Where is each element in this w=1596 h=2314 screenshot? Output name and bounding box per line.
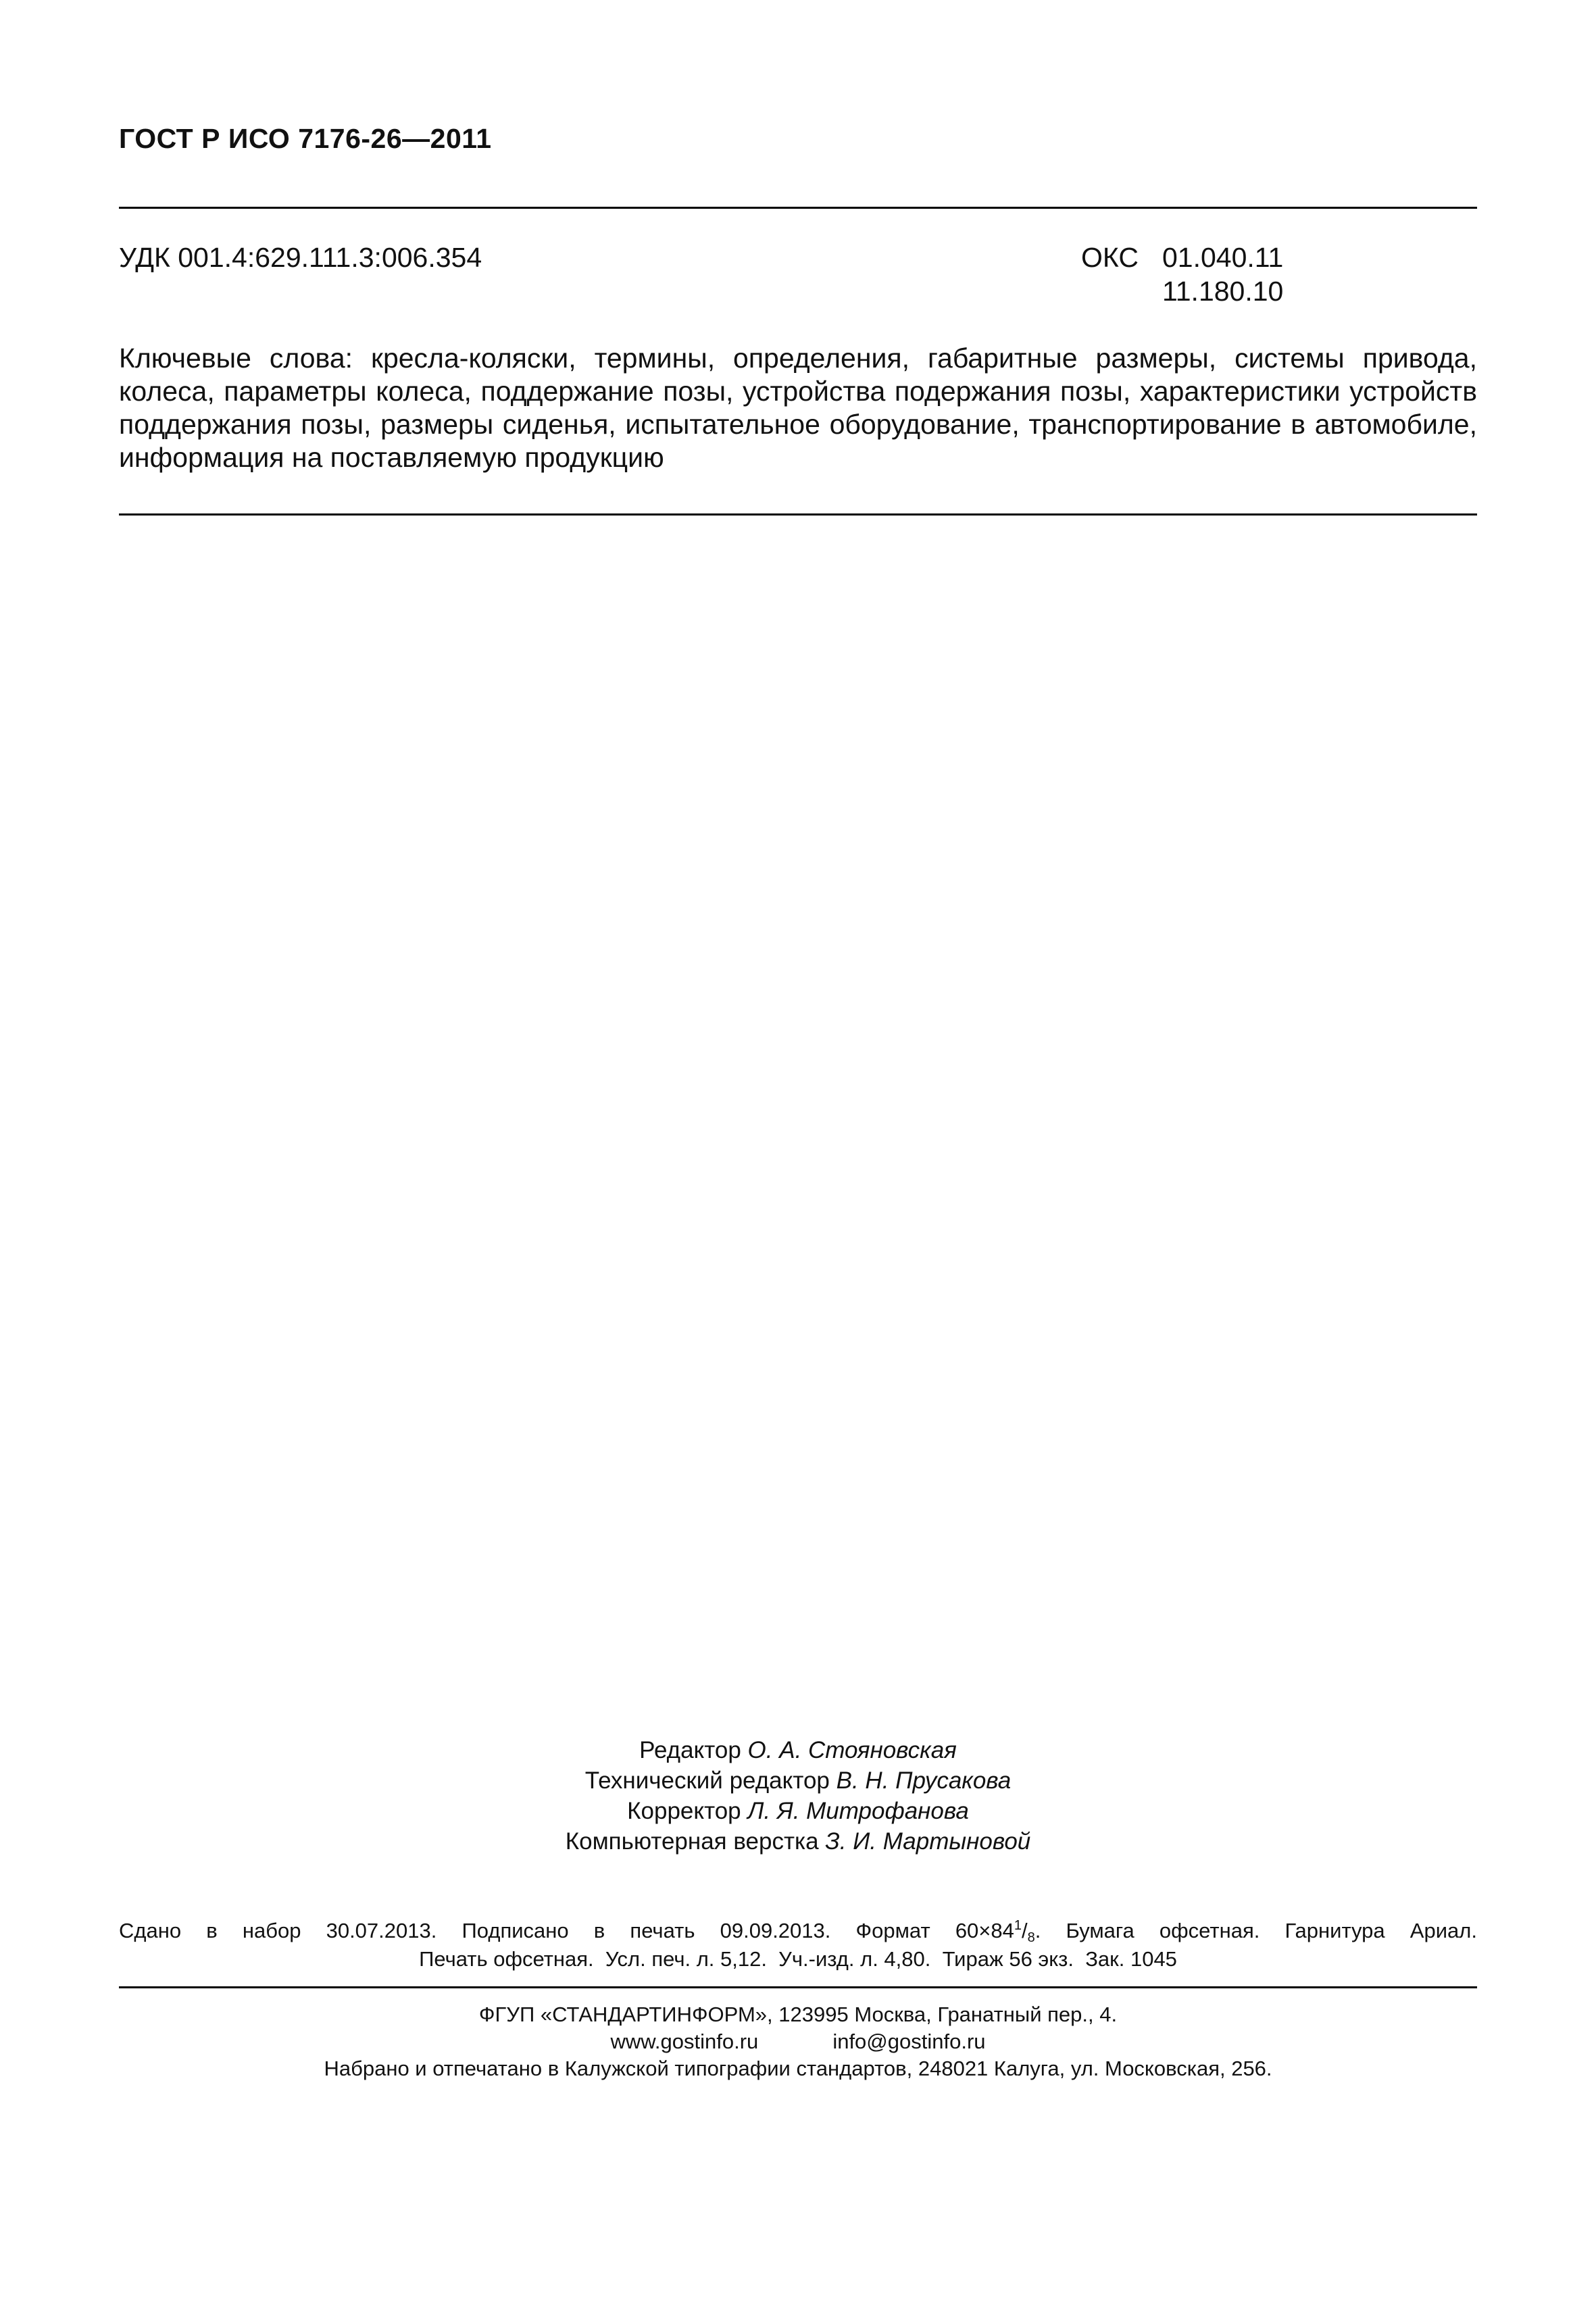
udk-code: УДК 001.4:629.111.3:006.354	[119, 242, 482, 273]
oks-code-1: 01.040.11	[1162, 242, 1284, 273]
imprint-format-sup: 1	[1014, 1918, 1022, 1933]
imprint-format: Формат $60\times 84^1/_8$.	[855, 1918, 1041, 1945]
standard-number: ГОСТ Р ИСО 7176-26—2011	[119, 123, 492, 154]
keywords-paragraph: Ключевые слова: кресла-коляски, термины, определения, габаритные размеры, системы привода, колеса, параметры колеса, поддержание позы, устройства подержания позы, характеристики устройств поддержания позы, размеры сиденья, испытательное оборудование, транспортирование в автомобиле, информация на поставляемую продукцию	[119, 343, 1477, 473]
printing-house: Набрано и отпечатано в Калужской типографии стандартов, 248021 Калуга, ул. Московская, 256.	[324, 2057, 1272, 2080]
credits-block	[0, 1735, 1596, 1857]
credit-person: Л. Я. Митрофанова	[747, 1798, 969, 1824]
credit-role: Корректор	[627, 1798, 741, 1824]
credit-proofreader	[0, 1796, 1596, 1826]
imprint-paper: Бумага офсетная.	[1066, 1919, 1260, 1942]
credit-role: Редактор	[639, 1737, 741, 1763]
imprint-line-2: Печать офсетная. Усл. печ. л. 5,12. Уч.-изд. л. 4,80. Тираж 56 экз. Зак. 1045	[419, 1947, 1177, 1971]
publisher-email: info@gostinfo.ru	[832, 2030, 986, 2053]
credit-layout	[0, 1826, 1596, 1857]
credit-editor	[0, 1735, 1596, 1765]
credit-person: В. Н. Прусакова	[836, 1767, 1012, 1794]
publisher-website: www.gostinfo.ru	[610, 2030, 759, 2053]
imprint-format-sub: 8	[1027, 1930, 1035, 1945]
imprint-typeface: Гарнитура Ариал.	[1285, 1919, 1477, 1942]
publisher-contacts	[0, 2028, 1596, 2055]
imprint-submitted: Сдано в набор 30.07.2013.	[119, 1919, 437, 1942]
imprint-line-1	[119, 1917, 1477, 1944]
imprint-signed: Подписано в печать 09.09.2013.	[462, 1919, 831, 1942]
credit-person: З. И. Мартыновой	[825, 1828, 1031, 1855]
credit-role: Технический редактор	[584, 1767, 830, 1794]
oks-label: ОКС	[1081, 242, 1139, 273]
publisher-divider	[119, 1986, 1477, 1988]
publisher-address: ФГУП «СТАНДАРТИНФОРМ», 123995 Москва, Гранатный пер., 4.	[478, 2003, 1118, 2026]
imprint-format-prefix: Формат 60×84	[855, 1919, 1014, 1942]
top-divider	[119, 207, 1477, 209]
publisher-block	[0, 2001, 1596, 2082]
keywords-divider	[119, 513, 1477, 515]
oks-code-2: 11.180.10	[1162, 276, 1284, 307]
credit-person: О. А. Стояновская	[747, 1737, 957, 1763]
credit-role: Компьютерная верстка	[565, 1828, 819, 1855]
credit-tech-editor	[0, 1765, 1596, 1796]
